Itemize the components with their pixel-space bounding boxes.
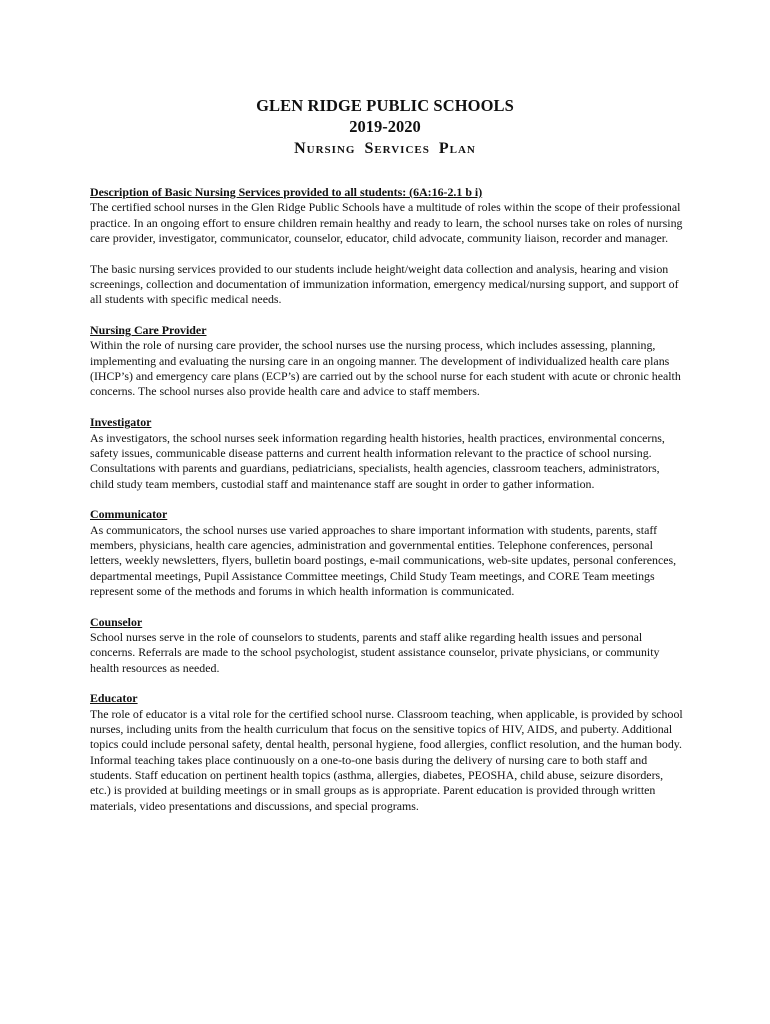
communicator-heading: Communicator — [90, 507, 168, 522]
nursing-care-heading: Nursing Care Provider — [90, 323, 207, 338]
communicator-paragraph: As communicators, the school nurses use varied approaches to share important information with students, parents, staff members, physicians, health care agencies, administration and governmental entities. Telephone conferences, personal letters, weekly newsletters, flyers, bulletin board postings, e-mail communications, web-site updates, personal conferences, departmental meetings, Pupil Assistance Committee meetings, Child Study Team meetings, and CORE Team meetings represent some of the methods and forums in which health information is communicated. — [90, 522, 677, 598]
counselor-paragraph: School nurses serve in the role of counselors to students, parents and staff alike regarding health issues and personal concerns. Referrals are made to the school psychologist, student assistance counselor, private physicians, or community health resources as needed. — [90, 629, 660, 675]
description-paragraph-2: The basic nursing services provided to our students include height/weight data collection and analysis, hearing and vision screenings, collection and documentation of immunization information, emergency medical/nursing support, and support of all students with specific medical needs. — [90, 261, 679, 307]
description-heading: Description of Basic Nursing Services provided to all students: (6A:16-2.1 b i) — [90, 185, 483, 199]
nursing-care-section — [90, 323, 686, 400]
services-section — [90, 262, 686, 308]
plan-title: Nursing Services Plan — [294, 140, 476, 157]
educator-heading: Educator — [90, 691, 138, 706]
educator-paragraph: The role of educator is a vital role for the certified school nurse. Classroom teaching, when applicable, is provided by school nurses, including units from the health curriculum that focus on the sensitive topics of HIV, AIDS, and puberty. Additional topics could include personal safety, dental health, personal hygiene, food allergies, conflict resolution, and the human body. Informal teaching takes place continuously on a one-to-one basis during the delivery of nursing care to both staff and students. Staff education on pertinent health topics (asthma, allergies, diabetes, PEOSHA, child abuse, seizure disorders, etc.) is provided at building meetings or in small groups as is appropriate. Parent education is provided through written materials, video presentations and discussions, and special programs. — [90, 706, 683, 813]
description-section — [90, 185, 686, 246]
school-year: 2019-2020 — [349, 117, 421, 136]
investigator-paragraph: As investigators, the school nurses seek information regarding health histories, health practices, environmental concerns, safety issues, communicable disease patterns and current health information relevant to the practice of school nursing. Consultations with parents and guardians, pediatricians, specialists, health agencies, classroom teachers, administrators, child study team members, custodial staff and maintenance staff are sought in order to gather information. — [90, 430, 665, 491]
counselor-heading: Counselor — [90, 614, 143, 629]
communicator-section — [90, 507, 686, 599]
investigator-section — [90, 415, 686, 492]
counselor-section — [90, 615, 686, 676]
document-header — [0, 95, 770, 161]
description-paragraph-1: The certified school nurses in the Glen Ridge Public Schools have a multitude of roles within the scope of their professional practice. In an ongoing effort to ensure children remain healthy and ready to learn, the school nurses take on roles of nursing care provider, investigator, communicator, counselor, educator, child advocate, community liaison, recorder and manager. — [90, 200, 683, 246]
nursing-care-paragraph: Within the role of nursing care provider, the school nurses use the nursing process, which includes assessing, planning, implementing and evaluating the nursing care in an ongoing manner. The development of individualized health care plans (IHCP’s) and emergency care plans (ECP’s) are carried out by the school nurse for each student with acute or chronic health concerns. The school nurses also provide health care and advice to staff members. — [90, 338, 681, 399]
educator-section — [90, 691, 686, 814]
investigator-heading: Investigator — [90, 415, 152, 430]
document-body — [90, 185, 686, 829]
school-name: GLEN RIDGE PUBLIC SCHOOLS — [256, 96, 514, 115]
